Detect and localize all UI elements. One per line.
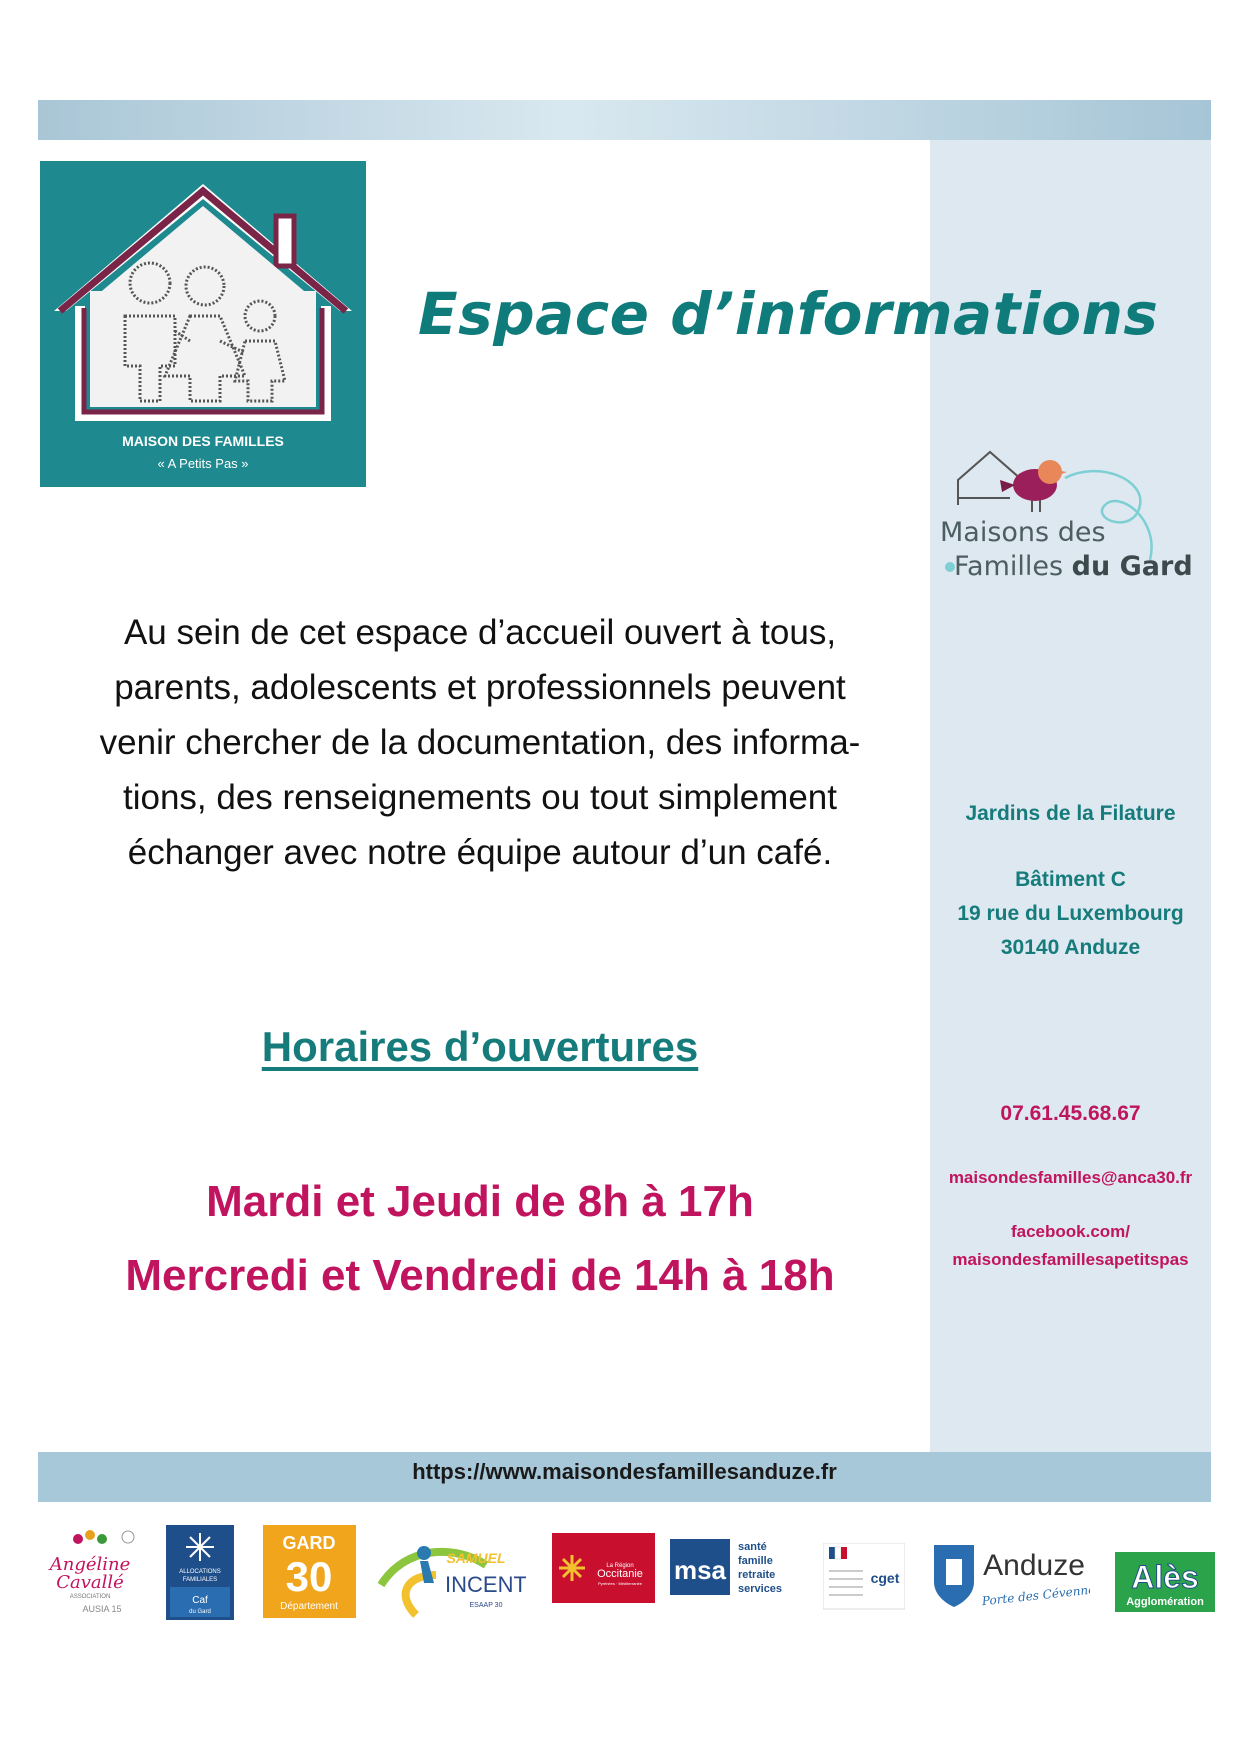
partner-angeline-cavalle <box>40 1525 140 1620</box>
svg-text:ALLOCATIONS: ALLOCATIONS <box>179 1569 221 1575</box>
svg-text:du Gard: du Gard <box>189 1609 211 1615</box>
maison-des-familles-logo <box>40 161 366 487</box>
website-link[interactable]: https://www.maisondesfamillesanduze.fr <box>412 1459 837 1484</box>
partner-samuel-vincent <box>376 1525 526 1620</box>
svg-text:msa: msa <box>673 1555 727 1585</box>
svg-text:Porte des Cévennes: Porte des Cévennes <box>981 1581 1090 1609</box>
partner-msa <box>670 1525 805 1620</box>
intro-line: Au sein de cet espace d’accueil ouvert à tous, <box>123 613 837 652</box>
address-building: Bâtiment C <box>1015 868 1126 891</box>
partner-occitanie <box>552 1525 655 1620</box>
samuel-vincent-logo-icon <box>376 1525 526 1620</box>
hours-line-1: Mardi et Jeudi de 8h à 17h <box>206 1177 754 1226</box>
logo-caption-1: MAISON DES FAMILLES <box>122 433 284 449</box>
svg-text:Département: Département <box>280 1601 338 1612</box>
address-street: 19 rue du Luxembourg <box>957 902 1184 925</box>
occitanie-logo-icon <box>552 1533 655 1603</box>
intro-paragraph <box>60 605 900 880</box>
address-city: 30140 Anduze <box>1000 936 1141 959</box>
svg-text:Pyrénées · Méditerranée: Pyrénées · Méditerranée <box>597 1581 643 1586</box>
partner-gard <box>263 1525 356 1620</box>
ales-logo-icon <box>1115 1552 1215 1612</box>
svg-text:FAMILIALES: FAMILIALES <box>182 1577 218 1583</box>
intro-line: parents, adolescents et professionnels peuvent <box>114 668 846 707</box>
address-place: Jardins de la Filature <box>965 802 1176 825</box>
partner-ales <box>1115 1525 1215 1620</box>
gard-logo-icon <box>263 1525 356 1618</box>
anduze-logo-icon <box>930 1537 1090 1617</box>
msa-logo-icon <box>670 1535 805 1605</box>
phone-number: 07.61.45.68.67 <box>1000 1102 1141 1125</box>
page-title: Espace d’informations <box>418 280 1159 348</box>
partner-cget <box>823 1525 905 1620</box>
svg-text:Caf: Caf <box>192 1595 208 1606</box>
svg-text:INCENT: INCENT <box>445 1572 526 1597</box>
svg-text:Angéline: Angéline <box>49 1554 131 1575</box>
partner-caf <box>166 1525 234 1620</box>
top-band <box>38 100 1211 140</box>
logo-caption-2: « A Petits Pas » <box>157 456 249 471</box>
intro-line: tions, des renseignements ou tout simplement <box>123 778 837 817</box>
svg-text:Agglomération: Agglomération <box>1126 1596 1204 1608</box>
caf-logo-icon <box>166 1525 234 1620</box>
angeline-logo-icon <box>40 1525 140 1620</box>
svg-text:GARD: GARD <box>282 1533 336 1553</box>
svg-text:services: services <box>738 1583 783 1595</box>
svg-text:La Région: La Région <box>606 1563 634 1569</box>
svg-text:Anduze: Anduze <box>983 1549 1085 1582</box>
svg-text:30: 30 <box>285 1553 333 1600</box>
svg-text:ESAAP 30: ESAAP 30 <box>469 1602 503 1609</box>
email-link[interactable]: maisondesfamilles@anca30.fr <box>948 1168 1193 1187</box>
svg-text:ASSOCIATION: ASSOCIATION <box>69 1594 111 1600</box>
house-family-icon <box>40 161 366 487</box>
partner-anduze <box>930 1525 1090 1620</box>
svg-text:Alès: Alès <box>1131 1559 1199 1595</box>
svg-text:AUSIA 15: AUSIA 15 <box>82 1604 122 1614</box>
intro-line: venir chercher de la documentation, des informa- <box>99 723 861 762</box>
svg-text:SAMUEL: SAMUEL <box>446 1550 506 1566</box>
svg-text:Cavallé: Cavallé <box>56 1572 124 1593</box>
network-logo-line1: Maisons des <box>940 517 1106 548</box>
opening-hours <box>40 1165 920 1313</box>
hours-line-2: Mercredi et Vendredi de 14h à 18h <box>125 1251 835 1300</box>
svg-text:Occitanie: Occitanie <box>597 1568 643 1580</box>
svg-text:retraite: retraite <box>738 1569 776 1581</box>
facebook-link-line1[interactable]: facebook.com/ <box>1010 1222 1131 1241</box>
hours-title: Horaires d’ouvertures <box>261 1023 699 1070</box>
svg-text:famille: famille <box>738 1555 773 1567</box>
facebook-link-line2[interactable]: maisondesfamillesapetitspas <box>952 1250 1189 1269</box>
svg-text:cget: cget <box>870 1570 900 1586</box>
intro-line: échanger avec notre équipe autour d’un café. <box>127 833 833 872</box>
svg-text:santé: santé <box>738 1541 767 1553</box>
network-logo-line2: Familles du Gard <box>954 551 1193 582</box>
cget-logo-icon <box>823 1543 905 1613</box>
